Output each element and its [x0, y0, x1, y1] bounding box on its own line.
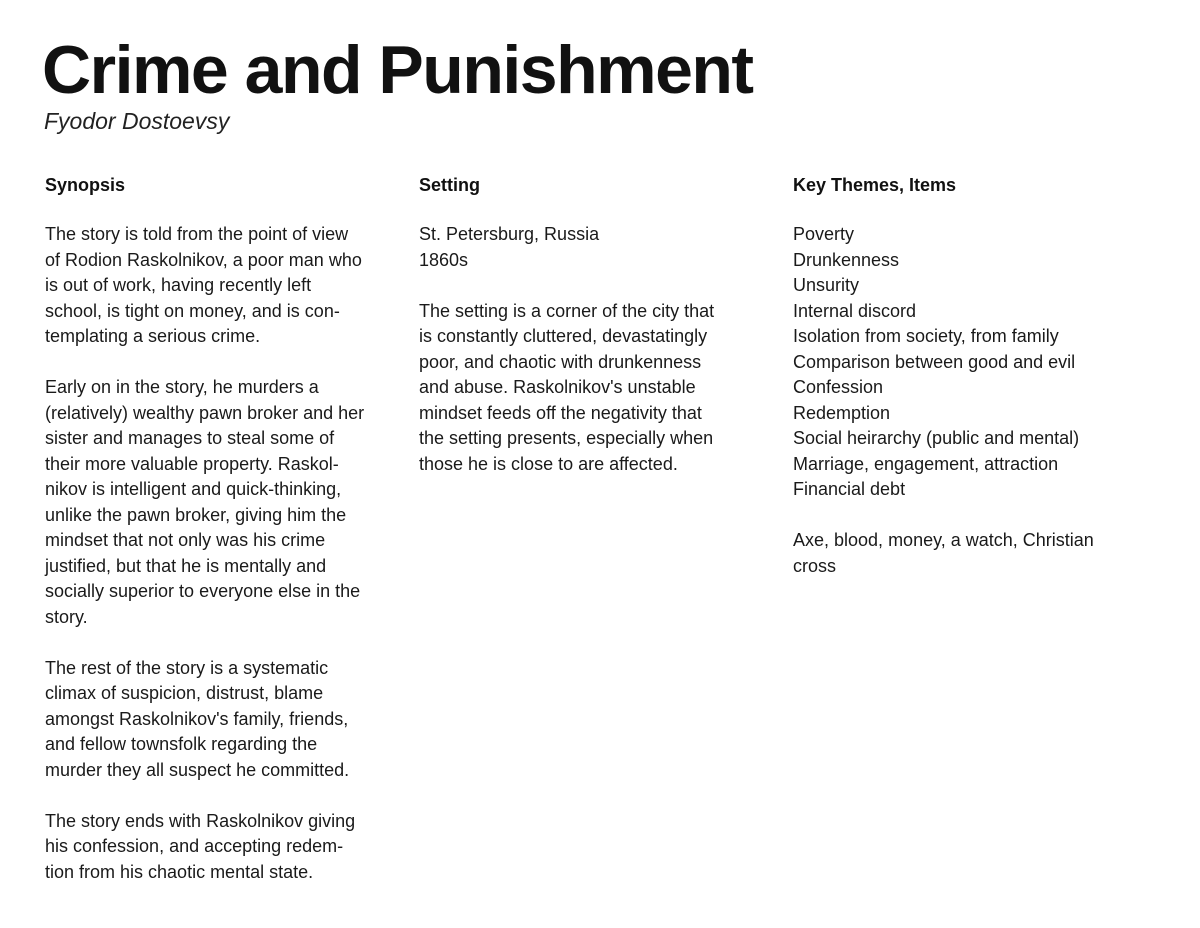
- themes-section: [793, 172, 1161, 579]
- theme-item: Confession: [793, 377, 884, 397]
- synopsis-heading: Synopsis: [45, 175, 126, 195]
- synopsis-paragraph: The rest of the story is a systematic climax of suspicion, distrust, blame amongst Raskolnikov's family, friends, and fellow townsfolk regarding the murder they all suspect he committed.: [45, 657, 350, 780]
- setting-place: St. Petersburg, Russia: [419, 224, 600, 244]
- setting-description: The setting is a corner of the city that is constantly cluttered, devastatingly poor, and chaotic with drunkenness and abuse. Raskolnikov's unstable mindset feeds off the negativity that the setting presents, especially when those he is close to are affected.: [419, 300, 715, 474]
- book-author: Fyodor Dostoevsy: [44, 108, 230, 134]
- setting-heading: Setting: [419, 175, 480, 195]
- theme-item: Isolation from society, from family: [793, 326, 1059, 346]
- themes-heading: Key Themes, Items: [793, 175, 957, 195]
- theme-item: Comparison between good and evil: [793, 351, 1076, 372]
- theme-item: Drunkenness: [793, 249, 900, 270]
- setting-section: [419, 172, 787, 477]
- setting-era: 1860s: [419, 249, 469, 270]
- theme-item: Internal discord: [793, 300, 917, 321]
- theme-item: Redemption: [793, 402, 891, 423]
- theme-item: Marriage, engagement, attraction: [793, 453, 1059, 474]
- book-title: Crime and Punishment: [42, 32, 753, 108]
- themes-list: [793, 222, 1161, 503]
- synopsis-paragraph: The story is told from the point of view of Rodion Raskolnikov, a poor man who is out of work, having recently left school, is tight on money, and is con- templating a serious crime.: [45, 224, 362, 346]
- synopsis-paragraph: Early on in the story, he murders a (relatively) wealthy pawn broker and her sister and manages to steal some of their more valuable property. Raskol- nikov is intelligent and quick-thinking, unlike the pawn broker, giving him the mindset that not only was his crime justified, but that he is mentally and socially superior to everyone else in the story.: [45, 377, 365, 627]
- theme-item: Social heirarchy (public and mental): [793, 428, 1080, 448]
- theme-item: Poverty: [793, 224, 855, 244]
- key-items: Axe, blood, money, a watch, Christian cross: [793, 530, 1094, 576]
- setting-place-era: [419, 222, 787, 273]
- synopsis-section: [45, 172, 413, 885]
- theme-item: Financial debt: [793, 479, 906, 499]
- synopsis-paragraph: The story ends with Raskolnikov giving his confession, and accepting redem- tion from his chaotic mental state.: [45, 810, 356, 882]
- theme-item: Unsurity: [793, 275, 860, 295]
